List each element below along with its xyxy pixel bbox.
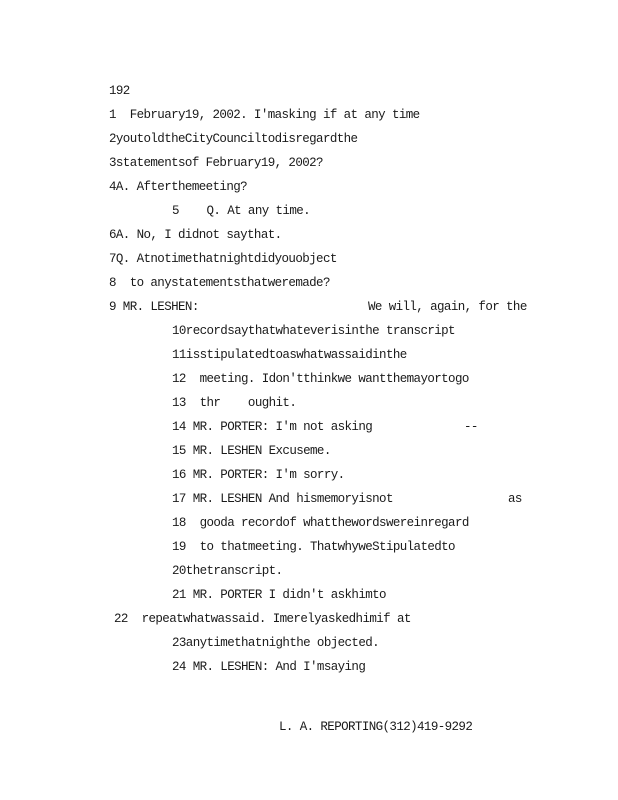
transcript-line-1: 1 February19, 2002. I'masking if at any time [109,108,420,122]
transcript-line-5: 5 Q. At any time. [172,204,311,218]
transcript-line-14: 14 MR. PORTER: I'm not asking [172,420,373,434]
transcript-line-23: 23anytimethatnighthe objected. [172,636,380,650]
transcript-line-15: 15 MR. LESHEN Excuseme. [172,444,331,458]
transcript-line-3: 3statementsof February19, 2002? [109,156,323,170]
transcript-line-6: 6A. No, I didnot saythat. [109,228,282,242]
transcript-line-2: 2youtoldtheCityCounciltodisregardthe [109,132,358,146]
transcript-line-22: 22 repeatwhatwassaid. Imerelyaskedhimif at [114,612,411,626]
transcript-line-7: 7Q. Atnotimethatnightdidyouobject [109,252,337,266]
transcript-line-16: 16 MR. PORTER: I'm sorry. [172,468,345,482]
transcript-line-21: 21 MR. PORTER I didn't askhimto [172,588,386,602]
page-number: 192 [109,84,130,98]
transcript-line-17: 17 MR. LESHEN And hismemoryisnot [172,492,393,506]
transcript-line-18: 18 gooda recordof whatthewordswereinregard [172,516,469,530]
transcript-line-9-text: We will, again, for the [368,300,527,314]
transcript-line-4: 4A. Afterthemeeting? [109,180,248,194]
transcript-line-20: 20thetranscript. [172,564,283,578]
transcript-line-8: 8 to anystatementsthatweremade? [109,276,330,290]
reporter-footer: L. A. REPORTING(312)419-9292 [279,720,473,734]
transcript-line-17-end: as [508,492,522,506]
transcript-line-12: 12 meeting. Idon'tthinkwe wantthemayortogo [172,372,469,386]
transcript-line-9-speaker: 9 MR. LESHEN: [109,300,199,314]
transcript-line-13: 13 thr oughit. [172,396,297,410]
transcript-line-24: 24 MR. LESHEN: And I'msaying [172,660,366,674]
transcript-line-14-dash: -- [464,420,478,434]
transcript-line-11: 11isstipulatedtoaswhatwassaidinthe [172,348,407,362]
transcript-line-19: 19 to thatmeeting. ThatwhyweStipulatedto [172,540,455,554]
transcript-line-10: 10recordsaythatwhateverisinthe transcript [172,324,455,338]
